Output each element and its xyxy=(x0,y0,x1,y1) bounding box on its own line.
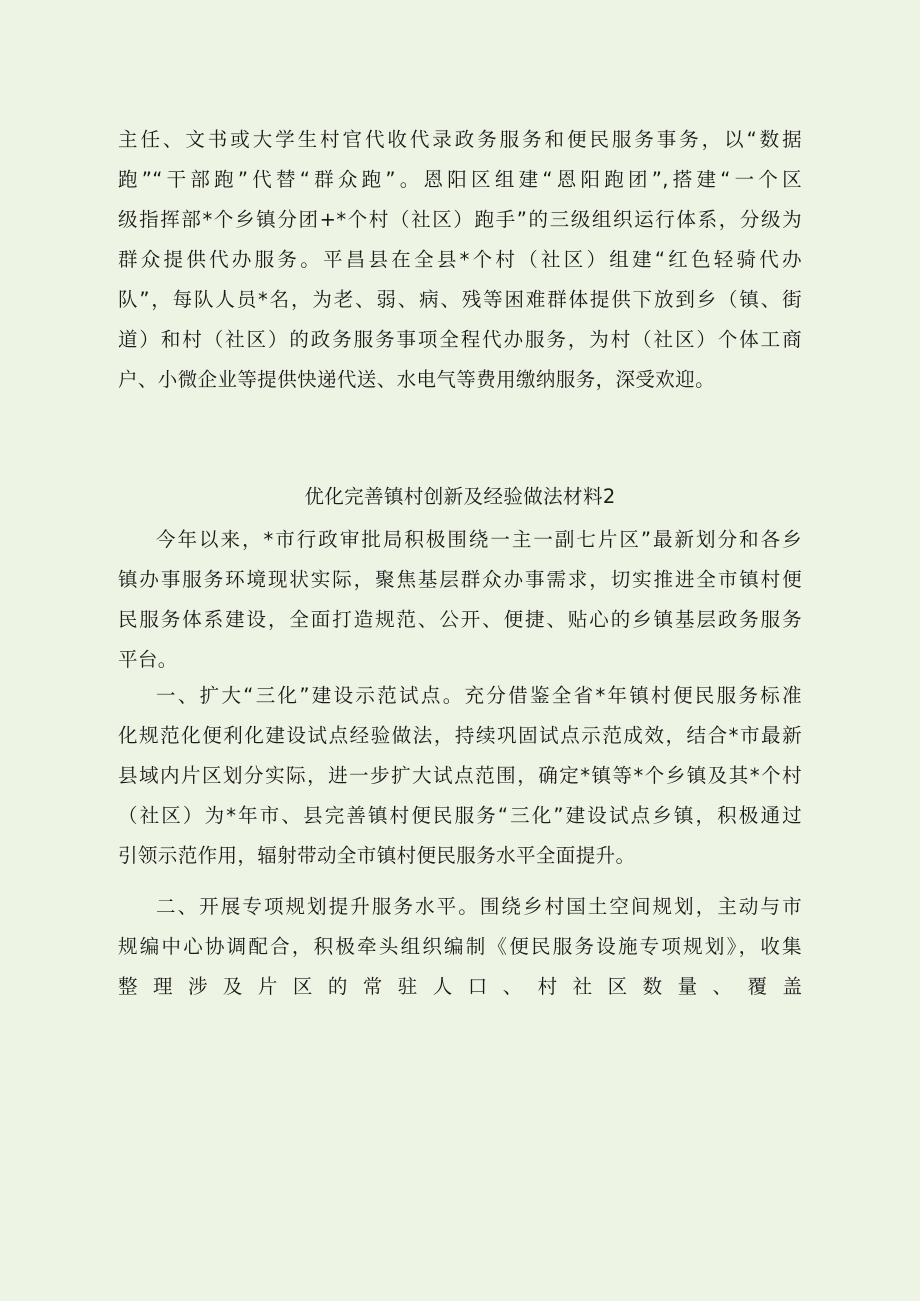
text-line: 规编中心协调配合，积极牵头组织编制《便民服务设施专项规划》，收集 xyxy=(118,935,802,958)
text-line: 化规范化便利化建设试点经验做法，持续巩固试点示范成效，结合*市最新 xyxy=(118,724,802,747)
text-line: 民服务体系建设，全面打造规范、公开、便捷、贴心的乡镇基层政务服务 xyxy=(118,608,802,631)
text-line: 二、开展专项规划提升服务水平。围绕乡村国土空间规划，主动与市 xyxy=(156,895,802,918)
text-line: 引领示范作用，辐射带动全市镇村便民服务水平全面提升。 xyxy=(118,844,636,867)
intro-paragraph xyxy=(118,120,802,400)
paragraph-3 xyxy=(118,887,802,1007)
text-line: 镇办事服务环境现状实际，聚焦基层群众办事需求，切实推进全市镇村便 xyxy=(118,568,802,591)
text-line: 今年以来，*市行政审批局积极围绕一主一副七片区”最新划分和各乡 xyxy=(156,528,802,551)
text-line: 户、小微企业等提供快递代送、水电气等费用缴纳服务，深受欢迎。 xyxy=(118,368,716,391)
paragraph-2 xyxy=(118,676,802,876)
text-line: 道）和村（社区）的政务服务事项全程代办服务，为村（社区）个体工商 xyxy=(118,328,802,351)
text-line: 县域内片区划分实际，进一步扩大试点范围，确定*镇等*个乡镇及其*个村 xyxy=(118,764,802,787)
text-line: 整理涉及片区的常驻人口、村社区数量、覆盖 xyxy=(118,975,802,998)
text-line: 群众提供代办服务。平昌县在全县*个村（社区）组建“红色轻骑代办 xyxy=(118,248,802,271)
text-line: （社区）为*年市、县完善镇村便民服务“三化”建设试点乡镇，积极通过 xyxy=(118,804,802,827)
text-line: 主任、文书或大学生村官代收代录政务服务和便民服务事务，以“数据 xyxy=(118,128,802,151)
text-line: 跑”“干部跑”代替“群众跑”。恩阳区组建“恩阳跑团”,搭建“一个区 xyxy=(118,168,802,191)
section-title: 优化完善镇村创新及经验做法材料2 xyxy=(304,485,616,508)
paragraph-1 xyxy=(118,520,802,680)
text-line: 平台。 xyxy=(118,648,178,671)
text-line: 一、扩大“三化”建设示范试点。充分借鉴全省*年镇村便民服务标准 xyxy=(156,684,802,707)
text-line: 级指挥部*个乡镇分团+*个村（社区）跑手”的三级组织运行体系，分级为 xyxy=(118,208,802,231)
text-line: 队”，每队人员*名，为老、弱、病、残等困难群体提供下放到乡（镇、街 xyxy=(118,288,802,311)
